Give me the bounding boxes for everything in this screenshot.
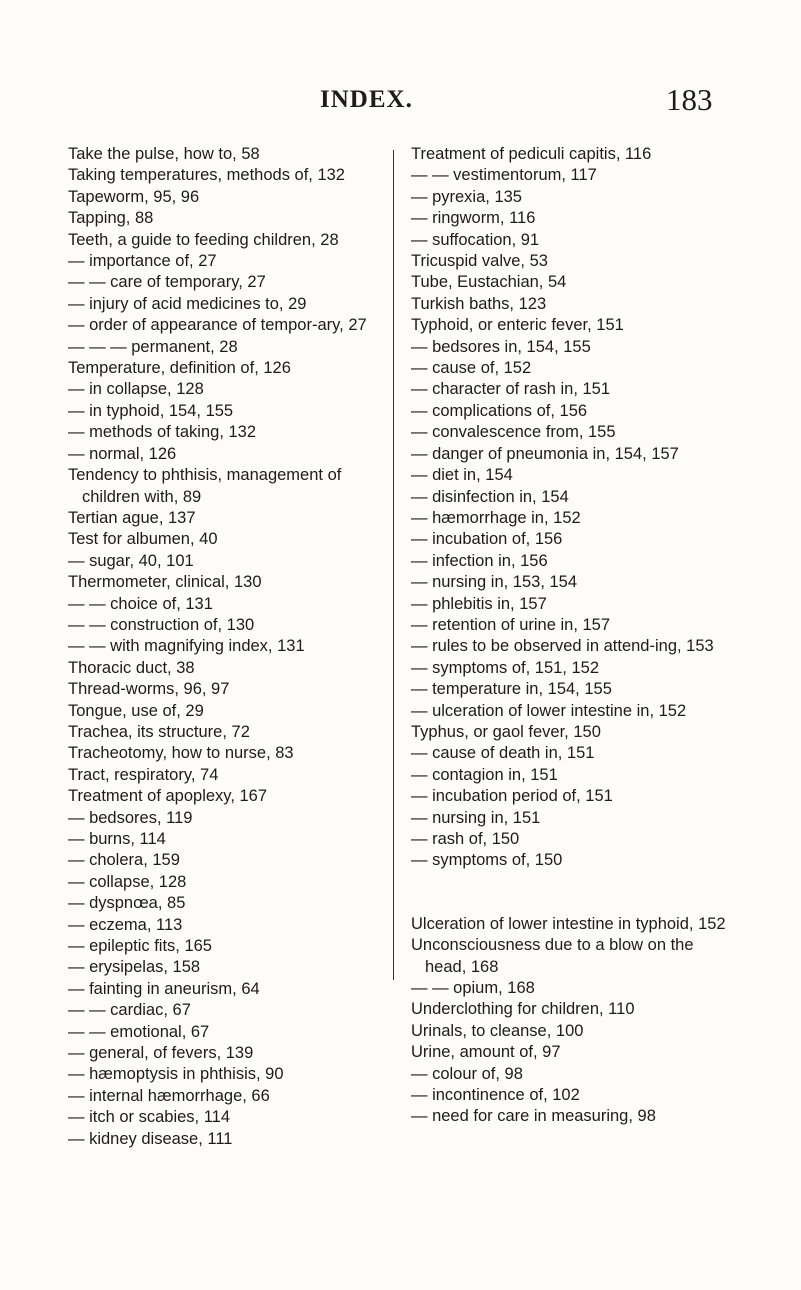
index-entry: — cause of, 152 (411, 359, 532, 378)
index-entry: Unconsciousness due to a blow on the head, 168 (411, 936, 694, 976)
index-entry: Typhus, or gaol fever, 150 (411, 722, 601, 741)
index-entry: — in typhoid, 154, 155 (68, 401, 234, 420)
index-entry: Typhoid, or enteric fever, 151 (411, 316, 624, 335)
page-header (0, 82, 801, 126)
index-entry: Urine, amount of, 97 (411, 1043, 561, 1062)
index-entry: Tricuspid valve, 53 (411, 252, 548, 271)
index-entry: — colour of, 98 (411, 1064, 523, 1083)
index-entry: — eczema, 113 (68, 915, 183, 934)
index-entry: Tendency to phthisis, management of children with, 89 (68, 466, 342, 506)
index-column-right (411, 144, 739, 1128)
index-entry: — — vestimentorum, 117 (411, 166, 597, 185)
index-entry: Underclothing for children, 110 (411, 1000, 635, 1019)
index-entry: — incubation of, 156 (411, 530, 563, 549)
index-entry: — normal, 126 (68, 444, 177, 463)
index-entry: — symptoms of, 150 (411, 851, 563, 870)
index-entry: — general, of fevers, 139 (68, 1044, 254, 1063)
index-entry: Thoracic duct, 38 (68, 658, 195, 677)
index-entry: — — choice of, 131 (68, 594, 213, 613)
index-entry: — danger of pneumonia in, 154, 157 (411, 444, 679, 463)
index-entry: — symptoms of, 151, 152 (411, 658, 600, 677)
index-entry: — nursing in, 153, 154 (411, 573, 578, 592)
index-entry: — dyspnœa, 85 (68, 894, 186, 913)
index-entry: Test for albumen, 40 (68, 530, 218, 549)
index-column-left (68, 144, 388, 1150)
index-entry: — infection in, 156 (411, 551, 548, 570)
index-entry: — bedsores in, 154, 155 (411, 337, 591, 356)
index-entry: Treatment of pediculi capitis, 116 (411, 145, 652, 163)
index-entry: Turkish baths, 123 (411, 294, 547, 313)
index-entry: — erysipelas, 158 (68, 958, 201, 977)
index-entry: — rules to be observed in attend-ing, 153 (411, 637, 714, 656)
index-entry: — cholera, 159 (68, 851, 180, 870)
index-entry: — disinfection in, 154 (411, 487, 569, 506)
index-entry: Thread-worms, 96, 97 (68, 680, 230, 699)
index-entry: — collapse, 128 (68, 872, 187, 891)
index-entry: — sugar, 40, 101 (68, 551, 194, 570)
index-entry: Urinals, to cleanse, 100 (411, 1021, 584, 1040)
index-entry: — methods of taking, 132 (68, 423, 257, 442)
index-entry: — hæmorrhage in, 152 (411, 508, 581, 527)
index-entry: — — with magnifying index, 131 (68, 637, 305, 656)
index-entry: — fainting in aneurism, 64 (68, 979, 260, 998)
index-entry: — — care of temporary, 27 (68, 273, 266, 292)
index-entry: — incontinence of, 102 (411, 1086, 580, 1105)
index-entry: Temperature, definition of, 126 (68, 359, 291, 378)
index-entry: — pyrexia, 135 (411, 187, 522, 206)
index-entry: Tapeworm, 95, 96 (68, 187, 200, 206)
index-entry: Tongue, use of, 29 (68, 701, 204, 720)
index-entry: — — emotional, 67 (68, 1022, 210, 1041)
page-title: INDEX. (320, 86, 413, 113)
index-entry: — — — permanent, 28 (68, 337, 238, 356)
index-entry: Tracheotomy, how to nurse, 83 (68, 744, 294, 763)
index-entry: — epileptic fits, 165 (68, 937, 212, 956)
index-entry: Take the pulse, how to, 58 (68, 145, 260, 163)
index-entry: Tapping, 88 (68, 209, 154, 228)
index-entry: — ulceration of lower intestine in, 152 (411, 701, 687, 720)
page-number: 183 (666, 82, 713, 117)
index-entry: Thermometer, clinical, 130 (68, 573, 262, 592)
index-entry: — kidney disease, 111 (68, 1129, 233, 1148)
index-entry: — itch or scabies, 114 (68, 1108, 231, 1127)
index-entry: — character of rash in, 151 (411, 380, 611, 399)
index-entry: — bedsores, 119 (68, 808, 193, 827)
index-entry: — order of appearance of tempor-ary, 27 (68, 316, 367, 335)
index-entry: — diet in, 154 (411, 466, 513, 485)
index-entry: — internal hæmorrhage, 66 (68, 1086, 270, 1105)
index-entry: Teeth, a guide to feeding children, 28 (68, 230, 339, 249)
column-divider (393, 150, 394, 980)
index-entry: — cause of death in, 151 (411, 744, 595, 763)
index-entry: — nursing in, 151 (411, 808, 541, 827)
index-entry: Taking temperatures, methods of, 132 (68, 166, 345, 185)
index-entry: — hæmoptysis in phthisis, 90 (68, 1065, 284, 1084)
index-entry: — in collapse, 128 (68, 380, 204, 399)
index-entry: — need for care in measuring, 98 (411, 1107, 656, 1126)
index-entry: — rash of, 150 (411, 830, 520, 848)
index-entry: — retention of urine in, 157 (411, 615, 611, 634)
index-entry: — contagion in, 151 (411, 765, 558, 784)
index-entry: — suffocation, 91 (411, 230, 540, 249)
index-entry: — convalescence from, 155 (411, 423, 616, 442)
index-entry: — temperature in, 154, 155 (411, 680, 612, 699)
index-entry: Tract, respiratory, 74 (68, 765, 219, 784)
index-entry: — burns, 114 (68, 830, 166, 848)
index-entry: — injury of acid medicines to, 29 (68, 294, 307, 313)
index-entry: Tube, Eustachian, 54 (411, 273, 567, 292)
index-entry: — importance of, 27 (68, 252, 217, 271)
index-entry: — — opium, 168 (411, 979, 535, 998)
index-entry: Tertian ague, 137 (68, 508, 196, 527)
index-entry: — ringworm, 116 (411, 209, 536, 228)
index-entry: Ulceration of lower intestine in typhoid, 152 (411, 914, 726, 933)
index-entry: — — cardiac, 67 (68, 1001, 191, 1020)
index-entry: — phlebitis in, 157 (411, 594, 547, 613)
index-entry: Treatment of apoplexy, 167 (68, 787, 268, 806)
index-entry: — — construction of, 130 (68, 615, 255, 634)
index-entry: — complications of, 156 (411, 401, 588, 420)
index-entry: Trachea, its structure, 72 (68, 722, 250, 741)
index-entry: — incubation period of, 151 (411, 787, 613, 806)
